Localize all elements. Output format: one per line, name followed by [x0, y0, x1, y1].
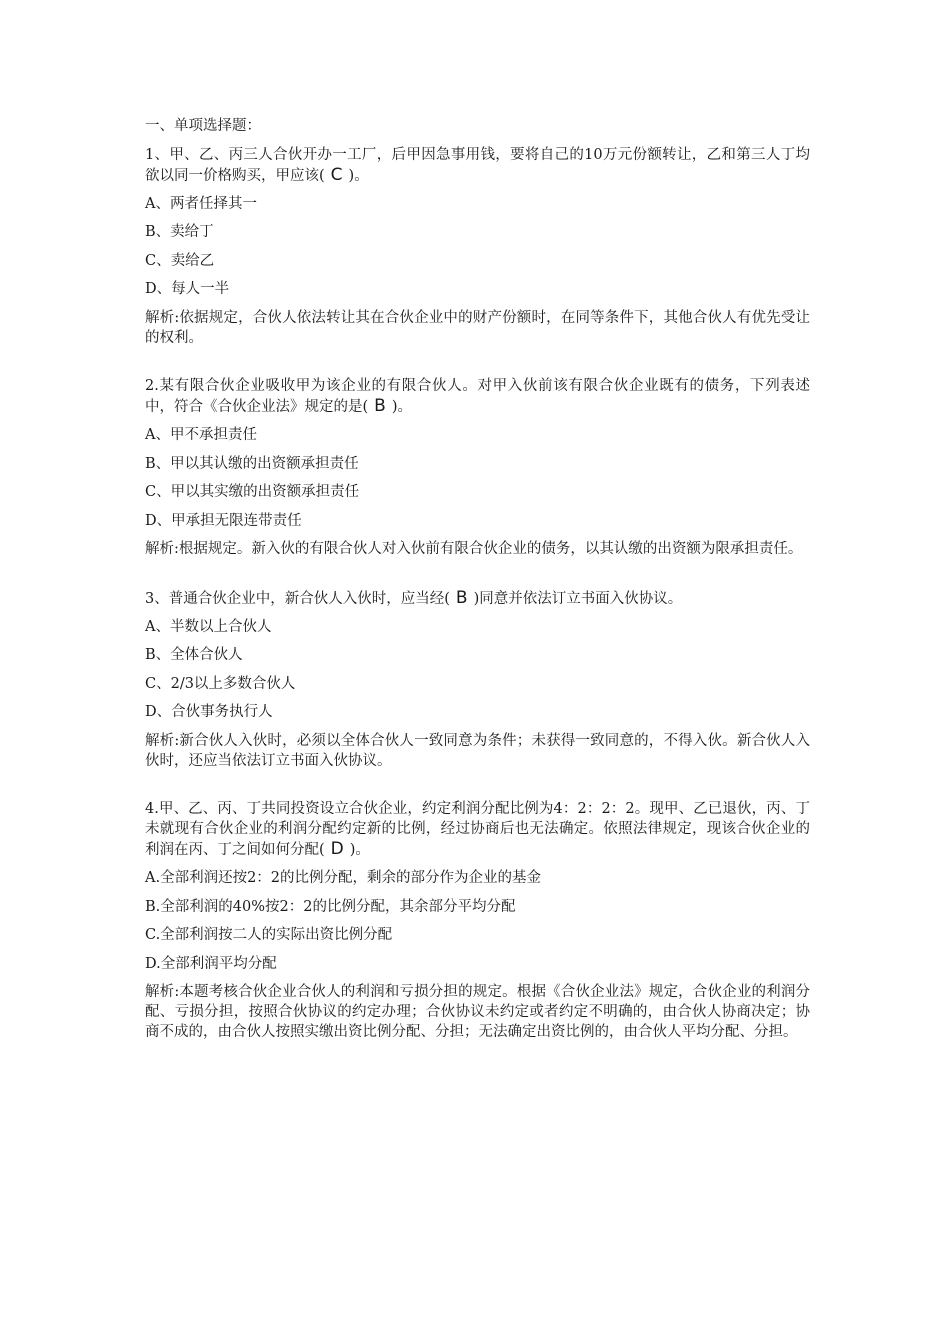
question-block	[145, 799, 810, 1042]
option-c: C、甲以其实缴的出资额承担责任	[145, 484, 360, 500]
option-c: C.全部利润按二人的实际出资比例分配	[145, 927, 393, 943]
option-b: B.全部利润的40%按2：2的比例分配，其余部分平均分配	[145, 898, 516, 915]
analysis-text: 解析:新合伙人入伙时，必须以全体合伙人一致同意为条件；未获得一致同意的，不得入伙。新合伙人入伙时，还应当依法订立书面入伙协议。	[145, 732, 810, 769]
option-b: B、全体合伙人	[145, 647, 243, 663]
option-c: C、2/3以上多数合伙人	[145, 675, 296, 692]
option-d: D.全部利润平均分配	[145, 955, 277, 972]
analysis-text: 解析:依据规定，合伙人依法转让其在合伙企业中的财产份额时，在同等条件下，其他合伙人有优先受让的权利。	[145, 309, 810, 346]
option-b: B、卖给丁	[145, 224, 214, 240]
option-c: C、卖给乙	[145, 252, 215, 269]
question-stem: 4.甲、乙、丙、丁共同投资设立合伙企业，约定利润分配比例为4：2：2：2。现甲、乙已退伙，丙、丁未就现有合伙企业的利润分配约定新的比例，经过协商后也无法确定。依照法律规定，现该合伙企业的利润在丙、丁之间如何分配( D )。	[145, 801, 810, 859]
option-d: D、甲承担无限连带责任	[145, 512, 302, 529]
question-block	[145, 145, 810, 348]
option-a: A.全部利润还按2：2的比例分配，剩余的部分作为企业的基金	[145, 870, 542, 886]
answer-letter: B	[455, 587, 468, 608]
option-a: A、半数以上合伙人	[145, 618, 272, 635]
option-a: A、甲不承担责任	[145, 427, 257, 443]
document-page	[145, 116, 810, 1051]
analysis-text: 解析:根据规定。新入伙的有限合伙人对入伙前有限合伙企业的债务，以其认缴的出资额为限承担责任。	[145, 541, 803, 557]
answer-letter: B	[374, 396, 386, 416]
answer-letter: C	[330, 164, 343, 185]
question-stem: 3、普通合伙企业中，新合伙人入伙时，应当经( B )同意并依法订立书面入伙协议。	[145, 587, 683, 608]
option-d: D、合伙事务执行人	[145, 704, 273, 720]
question-stem: 1、甲、乙、丙三人合伙开办一工厂，后甲因急事用钱，要将自己的10万元份额转让，乙和第三人丁均欲以同一价格购买，甲应该( C )。	[145, 146, 810, 185]
question-stem: 2.某有限合伙企业吸收甲为该企业的有限合伙人。对甲入伙前该有限合伙企业既有的债务，下列表述中，符合《合伙企业法》规定的是( B )。	[145, 378, 810, 416]
question-block	[145, 588, 810, 771]
option-a: A、两者任择其一	[145, 195, 257, 212]
analysis-text: 解析:本题考核合伙企业合伙人的利润和亏损分担的规定。根据《合伙企业法》规定，合伙企业的利润分配、亏损分担，按照合伙协议的约定办理；合伙协议未约定或者约定不明确的，由合伙人协商决定；协商不成的，由合伙人按照实缴出资比例分配、分担；无法确定出资比例的，由合伙人平均分配、分担。	[145, 984, 810, 1040]
answer-letter: D	[330, 839, 344, 859]
question-block	[145, 376, 810, 559]
option-b: B、甲以其认缴的出资额承担责任	[145, 455, 359, 472]
option-d: D、每人一半	[145, 281, 230, 297]
section-title: 一、单项选择题：	[145, 118, 261, 134]
